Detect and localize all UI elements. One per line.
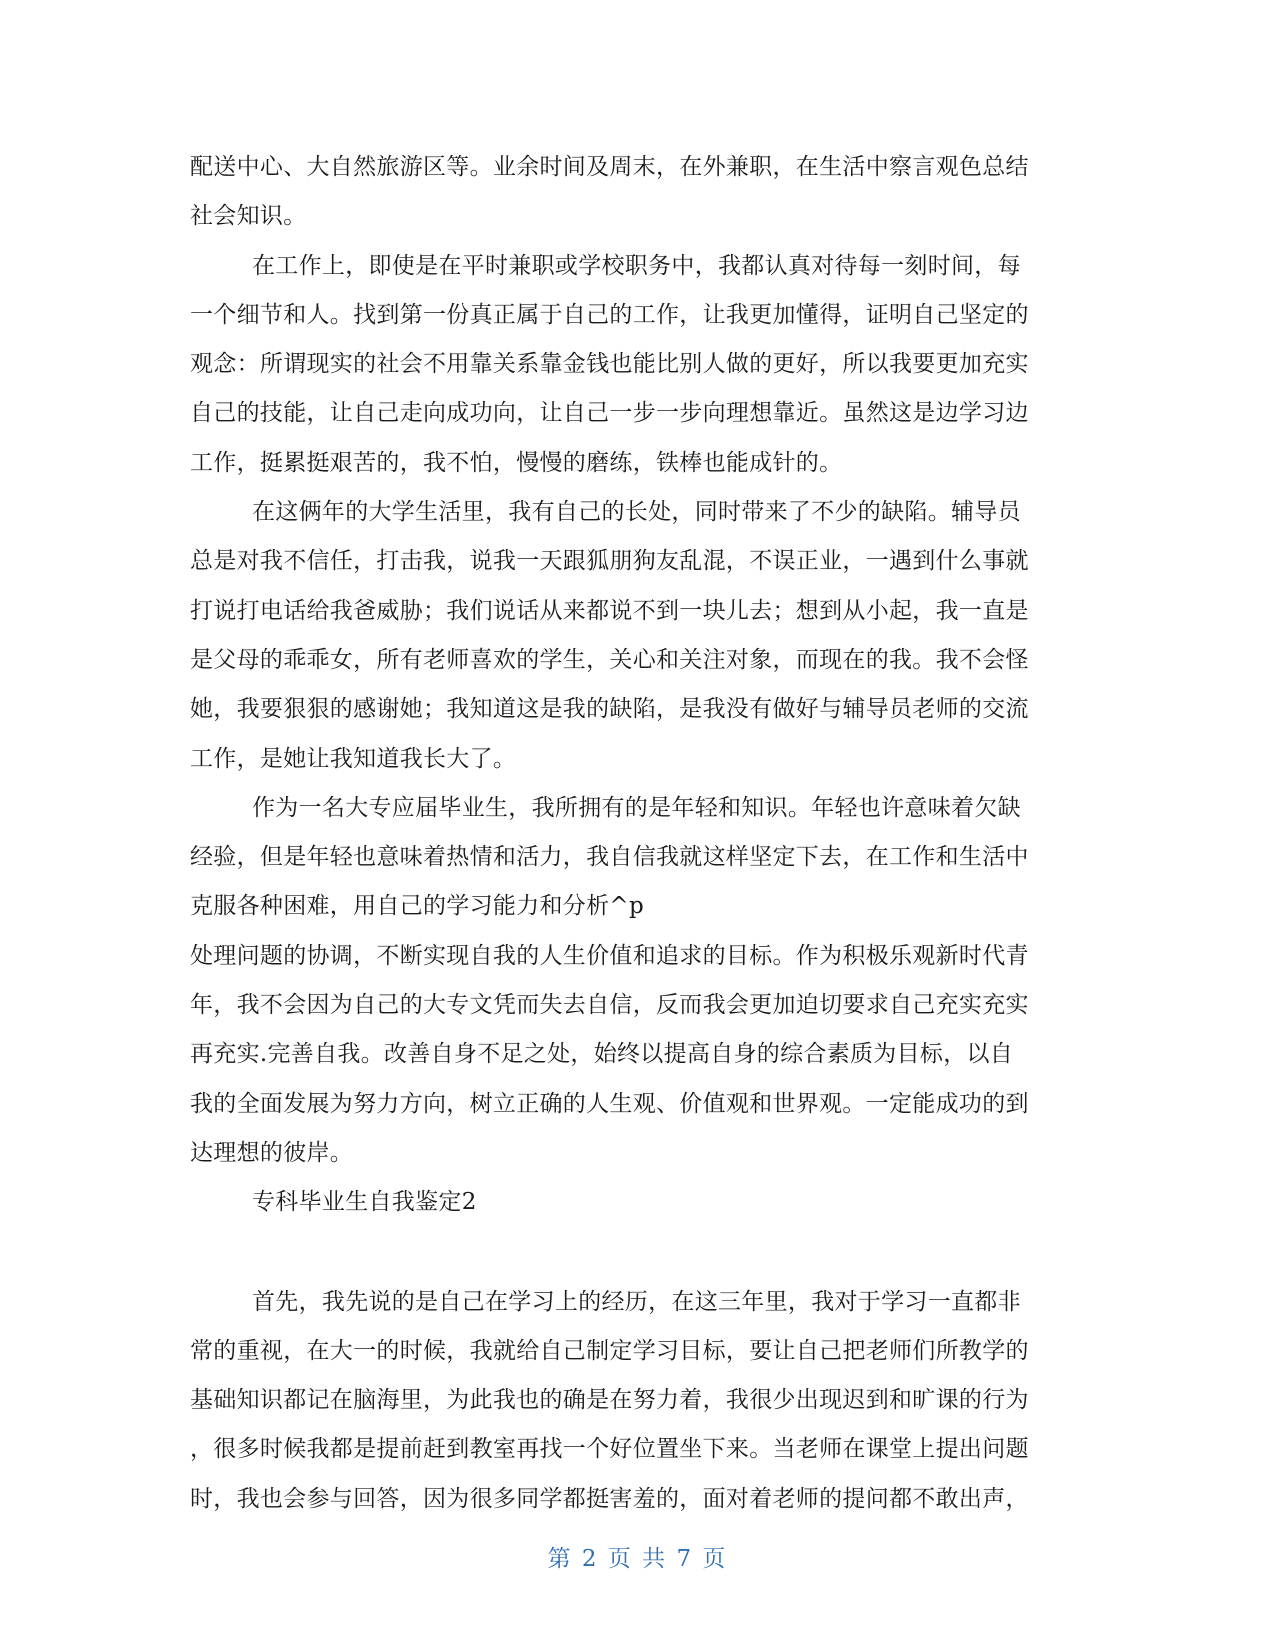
text-line: ，很多时候我都是提前赶到教室再找一个好位置坐下来。当老师在课堂上提出问题 [190,1436,1029,1463]
text-line: 处理问题的协调，不断实现自我的人生价值和追求的目标。作为积极乐观新时代青 [190,942,1029,969]
paragraph [190,242,1090,488]
text-line: 再充实.完善自我。改善自身不足之处，始终以提高自身的综合素质为目标，以自 [190,1041,1014,1068]
text-line: 配送中心、大自然旅游区等。业余时间及周末，在外兼职，在生活中察言观色总结 [190,154,1029,180]
document-body [190,143,1090,1524]
spacer [190,1228,1090,1278]
text-line: 在工作上，即使是在平时兼职或学校职务中，我都认真对待每一刻时间，每 [252,252,1021,279]
text-line: 我的全面发展为努力方向，树立正确的人生观、价值观和世界观。一定能成功的到 [190,1090,1029,1117]
text-line: 她，我要狠狠的感谢她；我知道这是我的缺陷，是我没有做好与辅导员老师的交流 [190,696,1029,723]
text-line: 达理想的彼岸。 [190,1139,354,1166]
text-line: 社会知识。 [190,203,307,230]
text-line: 观念：所谓现实的社会不用靠关系靠金钱也能比别人做的更好，所以我要更加充实 [190,351,1029,378]
text-line: 常的重视，在大一的时候，我就给自己制定学习目标，要让自己把老师们所教学的 [190,1337,1029,1364]
text-line: 年，我不会因为自己的大专文凭而失去自信，反而我会更加迫切要求自己充实充实 [190,992,1029,1019]
text-line: 首先，我先说的是自己在学习上的经历，在这三年里，我对于学习一直都非 [252,1288,1021,1315]
page-number-footer: 第 2 页 共 7 页 [547,1546,728,1572]
text-line: 经验，但是年轻也意味着热情和活力，我自信我就这样坚定下去，在工作和生活中 [190,844,1029,871]
text-line: 克服各种困难，用自己的学习能力和分析^p [190,893,644,920]
paragraph [190,784,1090,1178]
text-line: 工作，是她让我知道我长大了。 [190,745,517,772]
text-line: 工作，挺累挺艰苦的，我不怕，慢慢的磨练，铁棒也能成针的。 [190,449,843,476]
text-line: 一个细节和人。找到第一份真正属于自己的工作，让我更加懂得，证明自己坚定的 [190,301,1029,328]
text-line: 打说打电话给我爸威胁；我们说话从来都说不到一块儿去；想到从小起，我一直是 [190,597,1029,624]
text-line: 作为一名大专应届毕业生，我所拥有的是年轻和知识。年轻也许意味着欠缺 [252,794,1021,821]
paragraph [190,1278,1090,1524]
text-line: 总是对我不信任，打击我，说我一天跟狐朋狗友乱混，不误正业，一遇到什么事就 [190,548,1029,575]
text-line: 是父母的乖乖女，所有老师喜欢的学生，关心和关注对象，而现在的我。我不会怪 [190,646,1029,673]
text-line: 时，我也会参与回答，因为很多同学都挺害羞的，面对着老师的提问都不敢出声， [190,1485,1029,1512]
paragraph [190,143,1090,242]
text-line: 在这俩年的大学生活里，我有自己的长处，同时带来了不少的缺陷。辅导员 [252,499,1021,526]
paragraph [190,488,1090,784]
text-line: 基础知识都记在脑海里，为此我也的确是在努力着，我很少出现迟到和旷课的行为 [190,1387,1029,1414]
section-heading: 专科毕业生自我鉴定2 [252,1189,477,1216]
text-line: 自己的技能，让自己走向成功向，让自己一步一步向理想靠近。虽然这是边学习边 [190,400,1029,427]
